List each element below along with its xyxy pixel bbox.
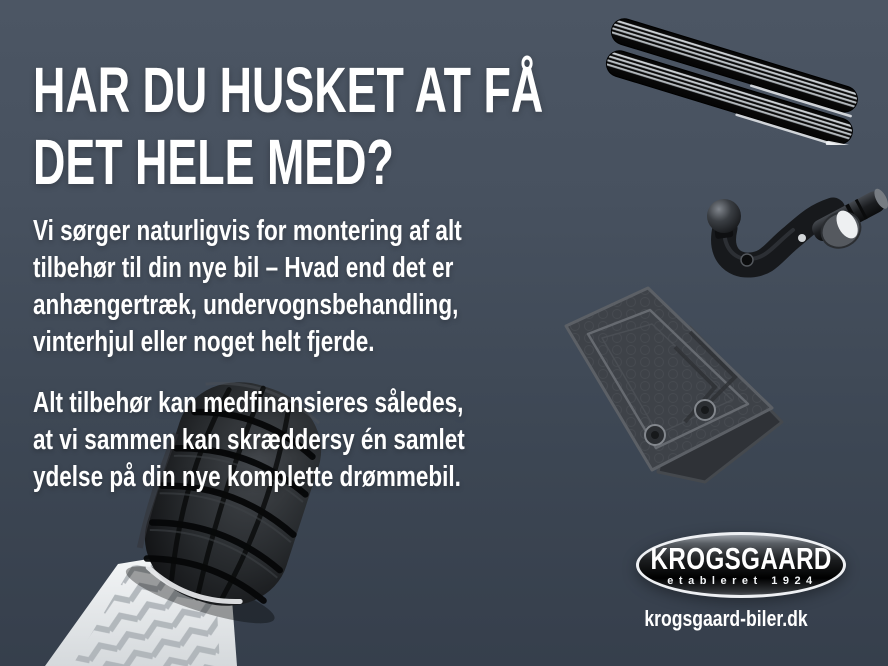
paragraph-line: Vi sørger naturligvis for montering af alt xyxy=(33,215,462,247)
logo-established-text: etableret 1924 xyxy=(667,574,818,587)
paragraph-line: Alt tilbehør kan medfinansieres således, xyxy=(33,387,464,419)
paragraph-line: tilbehør til din nye bil – Hvad end det er xyxy=(33,252,454,284)
krogsgaard-logo xyxy=(636,532,846,598)
body-paragraph-2 xyxy=(33,385,465,496)
door-sill-trims-image xyxy=(575,5,885,145)
headline-line: HAR DU HUSKET AT FÅ xyxy=(33,54,544,126)
paragraph-line: anhængertræk, undervognsbehandling, xyxy=(33,289,459,321)
rubber-floor-mats-image xyxy=(540,272,790,490)
body-paragraph-1 xyxy=(33,213,462,361)
headline xyxy=(33,54,543,198)
logo-brand-text: KROGSGAARD xyxy=(650,540,832,576)
website-link[interactable]: krogsgaard-biler.dk xyxy=(644,606,808,631)
paragraph-line: vinterhjul eller noget helt fjerde. xyxy=(33,326,375,358)
headline-line: DET HELE MED? xyxy=(33,126,394,198)
paragraph-line: ydelse på din nye komplette drømmebil. xyxy=(33,461,461,493)
paragraph-line: at vi sammen kan skræddersy én samlet xyxy=(33,424,465,456)
